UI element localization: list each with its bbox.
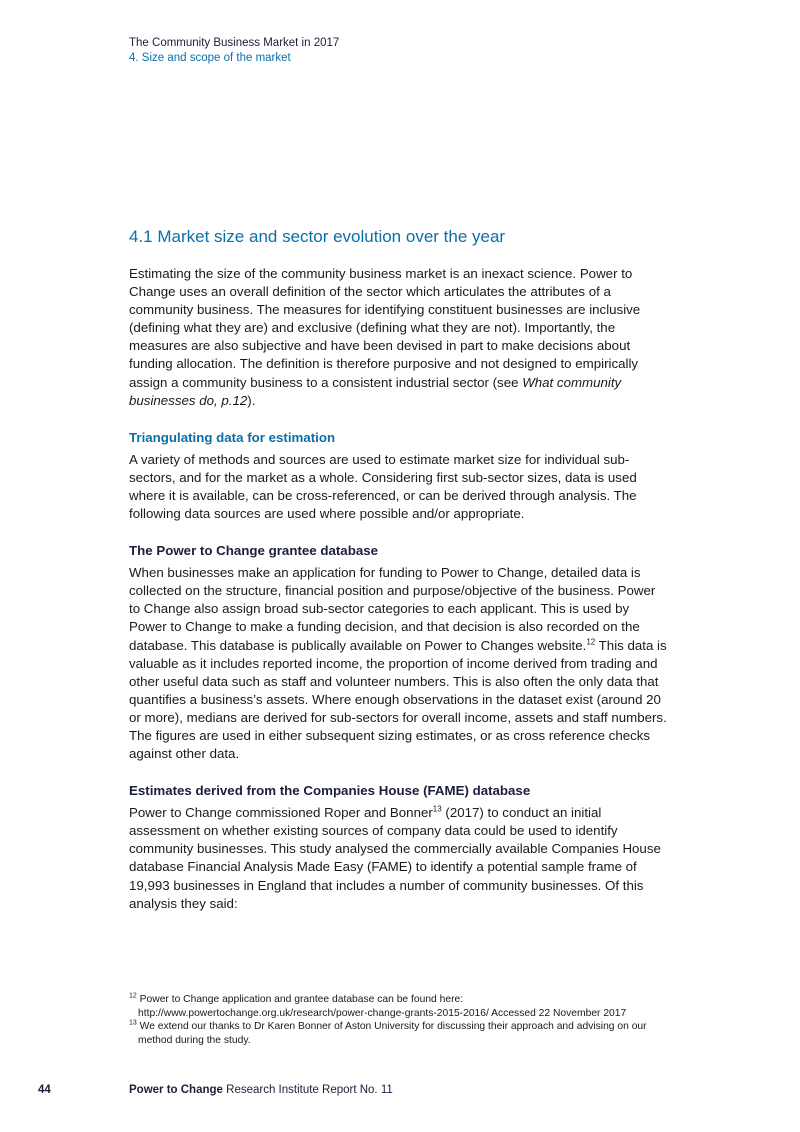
intro-paragraph [129,265,669,410]
intro-text: Estimating the size of the community business market is an inexact science. Power to Change uses an overall definition of the sector which articulates the attributes of a community business. The measures for identifying constituent businesses are inclusive (defining what they are) and exclusive (defining what they are not). Importantly, the measures are also subjective and have been devised in part to make decisions about funding allocation. The definition is therefore purposive and not designed to empirically assign a community business to a consistent industrial sector (see [129,266,641,390]
page-number: 44 [38,1084,51,1096]
section-title: 4.1 Market size and sector evolution over the year [129,227,506,246]
cross-reference: What community businesses do, p.12 [129,374,622,408]
footnote-text: We extend our thanks to Dr Karen Bonner of Aston University for discussing their approach and advising on our method during the study. [136,1021,647,1046]
footnote-12 [129,993,669,1020]
paragraph-text: (2017) to conduct an initial assessment on whether existing sources of company data could be used to identify community businesses. This study analysed the commercially available Companies House database Financial Analysis Made Easy (FAME) to identify a potential sample frame of 19,993 businesses in England that includes a number of community businesses. Of this analysis they said: [129,805,661,911]
footer-brand [129,1083,393,1097]
paragraph-text: When businesses make an application for funding to Power to Change, detailed data is collected on the structure, financial position and purpose/objective of the business. Power to Change also assign broad sub-sector categories to each applicant. This is used by Power to Change to make a funding decision, and that decision is also recorded on the database. This database is publically available on Power to Changes website. [129,565,656,653]
brand-name: Power to Change [129,1084,223,1096]
chapter-title: 4. Size and scope of the market [129,51,291,64]
fame-database-paragraph [129,804,669,913]
footnote-number: 13 [129,1019,137,1027]
subsection-heading-fame-database: Estimates derived from the Companies House (FAME) database [129,783,531,799]
grantee-database-paragraph [129,564,669,763]
footnote-text: Power to Change application and grantee database can be found here: http://www.powertochange.org.uk/research/power-change-grants-2015-2016/ Accessed 22 November 2017 [136,994,627,1019]
running-head [129,36,339,65]
paragraph-text: This data is valuable as it includes reported income, the proportion of income derived from trading and other useful data such as staff and volunteer numbers. This is also often the only data that quantifies a business’s assets. Where enough observations in the dataset exist (around 20 or more), medians are derived for sub-sectors for overall income, assets and staff numbers. The figures are used in either subsequent sizing estimates, or as cross reference checks against other data. [129,637,667,762]
main-content [129,226,669,932]
footnotes [129,993,669,1047]
footnote-ref-13[interactable]: 13 [432,804,442,814]
intro-tail: ). [247,392,256,408]
footnote-ref-12[interactable]: 12 [586,637,596,647]
footnote-13 [129,1020,669,1047]
triangulating-paragraph: A variety of methods and sources are used to estimate market size for individual sub-sectors, and for the market as a whole. Considering first sub-sector sizes, data is used where it is available, can be cross-referenced, or can be derived through analysis. The following data sources are used where possible and/or appropriate. [129,451,637,522]
paragraph-text: Power to Change commissioned Roper and Bonner [129,805,433,821]
footnote-number: 12 [129,992,137,1000]
subsection-heading-grantee-database: The Power to Change grantee database [129,543,379,559]
subsection-heading-triangulating: Triangulating data for estimation [129,429,336,445]
report-name: Research Institute Report No. 11 [222,1084,393,1096]
document-title: The Community Business Market in 2017 [129,37,340,49]
